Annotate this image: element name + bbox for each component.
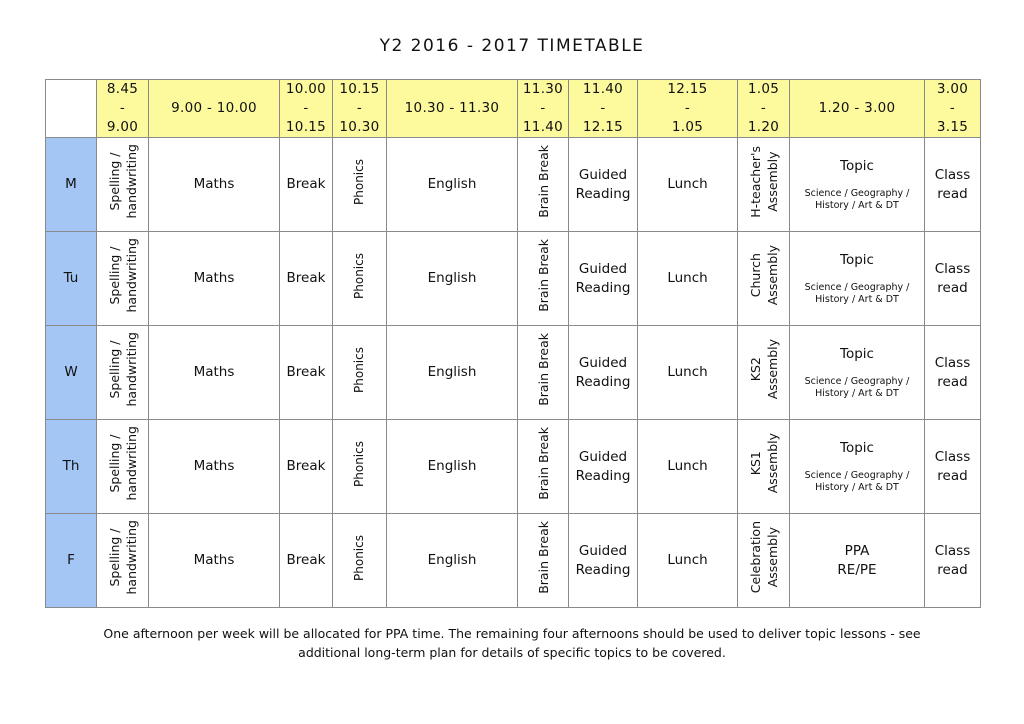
break-cell: Break [280,232,333,326]
english-cell: English [387,138,518,232]
assembly-cell: Church Assembly [738,232,790,326]
day-row-friday [46,514,981,608]
afternoon-cell: PPA RE/PE [790,514,925,608]
afternoon-cell: Topic Science / Geography / History / Art & DT [790,420,925,514]
class-read-cell: Class read [925,420,981,514]
phonics-cell: Phonics [333,326,387,420]
footnote [40,624,984,662]
day-row-thursday [46,420,981,514]
spelling-cell: Spelling / handwriting [97,514,149,608]
phonics-cell: Phonics [333,514,387,608]
english-cell: English [387,232,518,326]
day-label: F [46,514,97,608]
guided-reading-cell: Guided Reading [569,514,638,608]
slot-0105: 1.05 - 1.20 [738,80,790,138]
english-cell: English [387,514,518,608]
slot-1015: 10.15 - 10.30 [333,80,387,138]
footnote-line-2: additional long-term plan for details of specific topics to be covered. [298,645,726,660]
day-row-monday [46,138,981,232]
slot-0300: 3.00 - 3.15 [925,80,981,138]
slot-1030: 10.30 - 11.30 [387,80,518,138]
day-label: Th [46,420,97,514]
break-cell: Break [280,326,333,420]
break-cell: Break [280,138,333,232]
brain-break-cell: Brain Break [518,138,569,232]
footnote-line-1: One afternoon per week will be allocated for PPA time. The remaining four afternoons should be used to deliver topic lessons - see [103,626,921,641]
lunch-cell: Lunch [638,138,738,232]
guided-reading-cell: Guided Reading [569,326,638,420]
assembly-cell: KS1 Assembly [738,420,790,514]
slot-0900: 9.00 - 10.00 [149,80,280,138]
slot-0120: 1.20 - 3.00 [790,80,925,138]
spelling-cell: Spelling / handwriting [97,326,149,420]
lunch-cell: Lunch [638,326,738,420]
brain-break-cell: Brain Break [518,232,569,326]
maths-cell: Maths [149,326,280,420]
lunch-cell: Lunch [638,514,738,608]
slot-1130: 11.30 - 11.40 [518,80,569,138]
break-cell: Break [280,420,333,514]
brain-break-cell: Brain Break [518,326,569,420]
slot-0845: 8.45 - 9.00 [97,80,149,138]
afternoon-cell: Topic Science / Geography / History / Art & DT [790,232,925,326]
day-label: W [46,326,97,420]
phonics-cell: Phonics [333,232,387,326]
lunch-cell: Lunch [638,232,738,326]
brain-break-cell: Brain Break [518,514,569,608]
class-read-cell: Class read [925,326,981,420]
afternoon-cell: Topic Science / Geography / History / Art & DT [790,326,925,420]
guided-reading-cell: Guided Reading [569,138,638,232]
assembly-cell: KS2 Assembly [738,326,790,420]
spelling-cell: Spelling / handwriting [97,232,149,326]
guided-reading-cell: Guided Reading [569,420,638,514]
spelling-cell: Spelling / handwriting [97,420,149,514]
corner-cell [46,80,97,138]
slot-1215: 12.15 - 1.05 [638,80,738,138]
header-row [46,80,981,138]
phonics-cell: Phonics [333,420,387,514]
afternoon-cell: Topic Science / Geography / History / Art & DT [790,138,925,232]
assembly-cell: Celebration Assembly [738,514,790,608]
maths-cell: Maths [149,232,280,326]
slot-1000: 10.00 - 10.15 [280,80,333,138]
day-row-tuesday [46,232,981,326]
day-label: Tu [46,232,97,326]
maths-cell: Maths [149,420,280,514]
class-read-cell: Class read [925,514,981,608]
lunch-cell: Lunch [638,420,738,514]
class-read-cell: Class read [925,232,981,326]
maths-cell: Maths [149,514,280,608]
english-cell: English [387,420,518,514]
slot-1140: 11.40 - 12.15 [569,80,638,138]
day-label: M [46,138,97,232]
guided-reading-cell: Guided Reading [569,232,638,326]
day-row-wednesday [46,326,981,420]
page-title: Y2 2016 - 2017 TIMETABLE [379,36,645,56]
brain-break-cell: Brain Break [518,420,569,514]
english-cell: English [387,326,518,420]
break-cell: Break [280,514,333,608]
phonics-cell: Phonics [333,138,387,232]
spelling-cell: Spelling / handwriting [97,138,149,232]
maths-cell: Maths [149,138,280,232]
class-read-cell: Class read [925,138,981,232]
assembly-cell: H-teacher's Assembly [738,138,790,232]
timetable [45,79,981,608]
